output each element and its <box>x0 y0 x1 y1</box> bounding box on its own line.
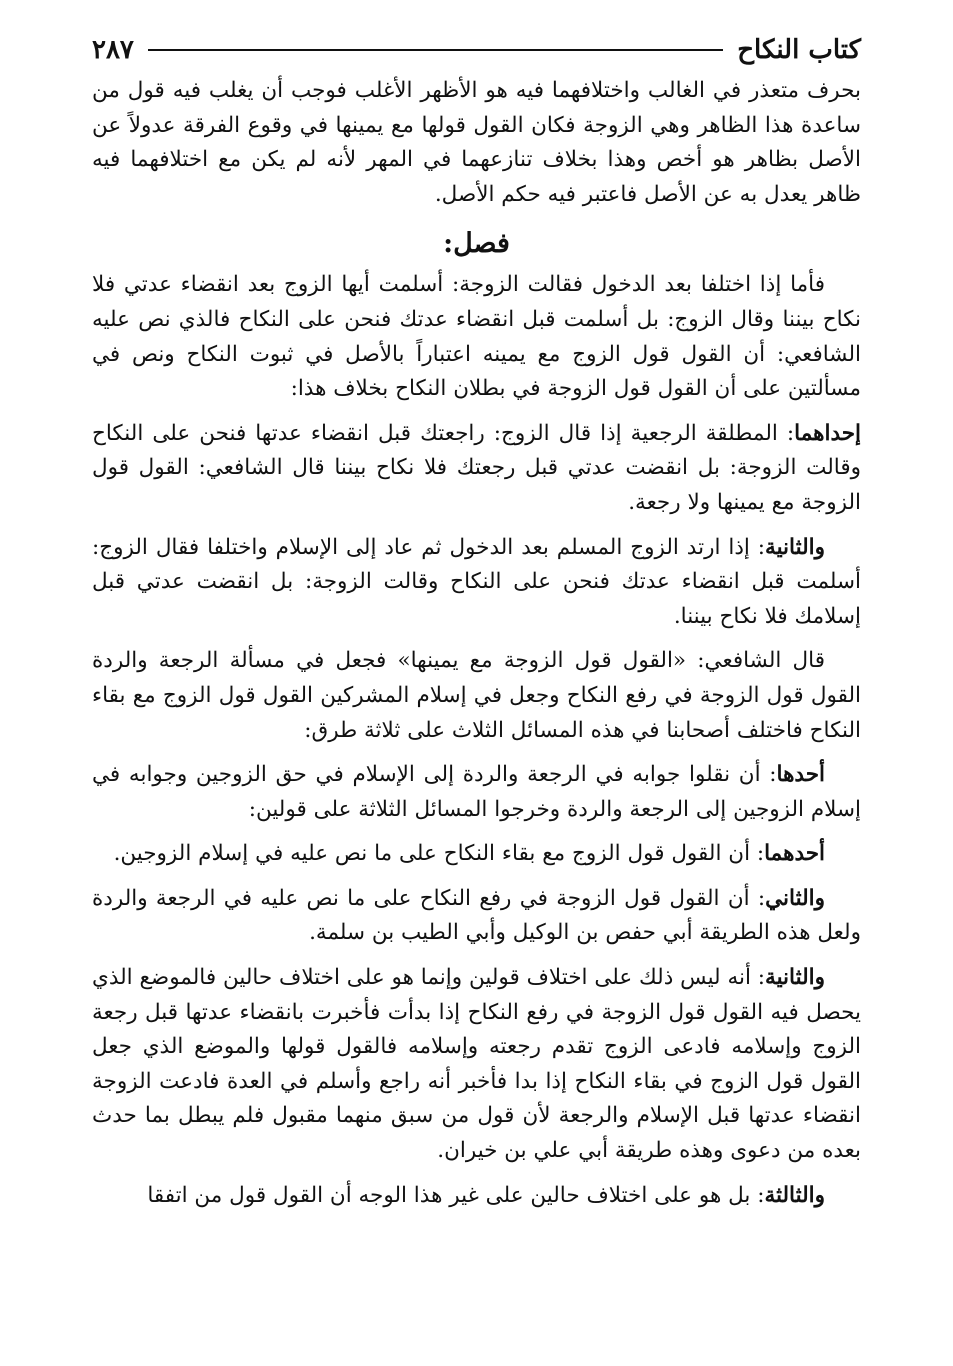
header-rule <box>148 49 723 51</box>
paragraph-text: فأما إذا اختلفا بعد الدخول فقالت الزوجة: أسلمت أيها الزوج بعد انقضاء عدتي فلا نكاح بيننا وقال الزوج: بل أسلمت قبل انقضاء عدتك فنحن على النكاح فالذي نص عليه الشافعي: أن القول قول الزوج مع يمينه اعتباراً بالأصل في ثبوت النكاح ونص في مسألتين على أن القول قول الزوجة في بطلان النكاح بخلاف هذا: <box>92 272 861 402</box>
section-heading: فصل: <box>443 228 510 260</box>
paragraph-lead: والثانية <box>765 965 825 991</box>
page-number: ٢٨٧ <box>92 35 134 65</box>
paragraph <box>92 837 861 872</box>
running-header <box>92 30 861 70</box>
paragraph <box>92 1179 861 1214</box>
paragraph-text: : أن القول قول الزوج مع بقاء النكاح على ما نص عليه في إسلام الزوجين. <box>113 841 765 867</box>
paragraph <box>92 417 861 521</box>
book-title: كتاب النكاح <box>737 35 861 65</box>
paragraph <box>92 531 861 635</box>
paragraph-text: : إذا ارتد الزوج المسلم بعد الدخول ثم عاد إلى الإسلام واختلفا فقال الزوج: أسلمت قبل انقضاء عدتك فنحن على النكاح وقالت الزوجة: بل انقضت عدتي قبل إسلامك فلا نكاح بيننا. <box>92 534 861 629</box>
paragraph-lead: أحدهما <box>764 841 825 867</box>
paragraph-text: : أنه ليس ذلك على اختلاف قولين وإنما هو على اختلاف حالين فالموضع الذي يحصل فيه القول قول الزوجة في رفع النكاح إذا بدأت فأخبرت بانقضاء عدتها قبل رجعة الزوج وإسلامه فادعى الزوج تقدم رجعته وإسلامه فالقول قولها والموضع الذي جعل القول قول الزوج في بقاء النكاح إذا بدا فأخبر أنه راجع وأسلم في العدة فادعت الزوجة انقضاء عدتها قبل الإسلام والرجعة لأن قول من سبق منهما مقبول فلم يبطل بما حدث بعده من دعوى وهذه طريقة أبي علي بن خيران. <box>92 965 861 1164</box>
paragraph-text: : بل هو على اختلاف حالين على غير هذا الوجه أن القول قول من اتفقا <box>147 1182 765 1208</box>
paragraph <box>92 961 861 1169</box>
paragraph-text: : أن نقلوا جوابه في الرجعة والردة إلى الإسلام في حق الزوجين وجوابه في إسلام الزوجين إلى الرجعة والردة وخرجوا المسائل الثلاثة على قولين: <box>92 762 861 822</box>
paragraph-lead: إحداهما <box>794 420 861 446</box>
paragraph <box>92 268 861 406</box>
paragraph-text: : المطلقة الرجعية إذا قال الزوج: راجعتك قبل انقضاء عدتها فنحن على النكاح وقالت الزوجة: بل انقضت عدتي قبل رجعتك فلا نكاح بيننا قال الشافعي: القول قول الزوجة مع يمينها ولا رجعة. <box>92 420 861 515</box>
intro-paragraph: بحرف متعذر في الغالب واختلافهما فيه هو الأظهر الأغلب فوجب أن يغلب فيه قول من ساعدة هذا الظاهر وهي الزوجة فكان القول قولها مع يمينها في وقوع الفرقة عدولاً عن الأصل بظاهر هو أخص وهذا بخلاف تنازعهما في المهر لأنه لم يكن مع اختلافهما فيه ظاهر يعدل به عن الأصل فاعتبر فيه حكم الأصل. <box>92 78 861 207</box>
paragraph-lead: والثاني <box>765 885 825 911</box>
paragraph-lead: أحدها <box>776 762 825 788</box>
paragraph-lead: والثالثة <box>764 1182 825 1208</box>
body-paragraphs <box>92 268 861 1213</box>
paragraph <box>92 644 861 748</box>
paragraph <box>92 882 861 951</box>
paragraph-lead: والثانية <box>765 534 825 560</box>
paragraph-text: : أن القول قول الزوجة في رفع النكاح على ما نص عليه في الرجعة والردة ولعل هذه الطريقة أبي حفص بن الوكيل وأبي الطيب بن سلمة. <box>92 885 861 946</box>
paragraph-text: قال الشافعي: «القول قول الزوجة مع يمينها» فجعل في مسألة الرجعة والردة القول قول الزوجة في رفع النكاح وجعل في إسلام المشركين القول قول الزوج مع بقاء النكاح فاختلف أصحابنا في هذه المسائل الثلاث على ثلاثة طرق: <box>92 648 861 743</box>
paragraph <box>92 758 861 827</box>
